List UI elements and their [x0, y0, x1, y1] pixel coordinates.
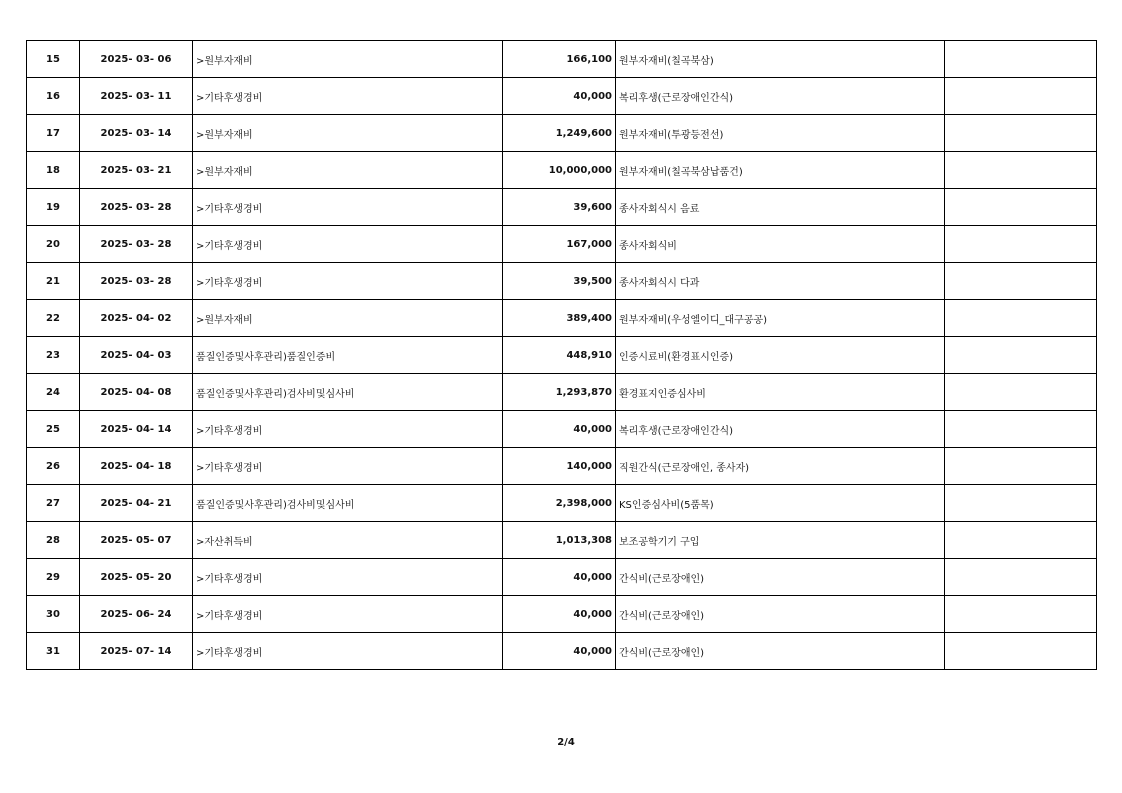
expense-ledger-table — [26, 40, 1097, 670]
row-note — [945, 337, 1097, 374]
table-row — [27, 448, 1097, 485]
row-date: 2025- 07- 14 — [80, 633, 193, 670]
table-row — [27, 596, 1097, 633]
row-account: >기타후생경비 — [193, 448, 503, 485]
table-row — [27, 485, 1097, 522]
row-number: 27 — [27, 485, 80, 522]
row-description: 직원간식(근로장애인, 종사자) — [616, 448, 945, 485]
row-note — [945, 411, 1097, 448]
row-date: 2025- 05- 07 — [80, 522, 193, 559]
table-row — [27, 263, 1097, 300]
table-row — [27, 152, 1097, 189]
row-note — [945, 78, 1097, 115]
row-amount: 10,000,000 — [503, 152, 616, 189]
row-account: >기타후생경비 — [193, 78, 503, 115]
row-description: 원부자재비(칠곡북삼납품건) — [616, 152, 945, 189]
row-amount: 1,293,870 — [503, 374, 616, 411]
row-note — [945, 115, 1097, 152]
row-description: 간식비(근로장애인) — [616, 633, 945, 670]
row-number: 18 — [27, 152, 80, 189]
row-number: 23 — [27, 337, 80, 374]
row-account: >기타후생경비 — [193, 263, 503, 300]
row-number: 19 — [27, 189, 80, 226]
row-note — [945, 559, 1097, 596]
row-amount: 448,910 — [503, 337, 616, 374]
row-amount: 2,398,000 — [503, 485, 616, 522]
row-account: >자산취득비 — [193, 522, 503, 559]
row-description: 인증시료비(환경표시인증) — [616, 337, 945, 374]
row-amount: 1,249,600 — [503, 115, 616, 152]
row-description: 종사자회식시 다과 — [616, 263, 945, 300]
table-row — [27, 337, 1097, 374]
table-row — [27, 78, 1097, 115]
row-description: 복리후생(근로장애인간식) — [616, 411, 945, 448]
table-row — [27, 559, 1097, 596]
row-description: 종사자회식비 — [616, 226, 945, 263]
row-account: >기타후생경비 — [193, 633, 503, 670]
row-amount: 40,000 — [503, 559, 616, 596]
row-account: >원부자재비 — [193, 41, 503, 78]
row-amount: 167,000 — [503, 226, 616, 263]
row-account: 품질인증및사후관리)품질인증비 — [193, 337, 503, 374]
row-description: 원부자재비(칠곡북삼) — [616, 41, 945, 78]
row-number: 15 — [27, 41, 80, 78]
row-date: 2025- 04- 02 — [80, 300, 193, 337]
table-row — [27, 300, 1097, 337]
row-account: >기타후생경비 — [193, 411, 503, 448]
row-amount: 389,400 — [503, 300, 616, 337]
row-note — [945, 300, 1097, 337]
row-account: >기타후생경비 — [193, 226, 503, 263]
row-note — [945, 633, 1097, 670]
row-description: 보조공학기기 구입 — [616, 522, 945, 559]
row-amount: 1,013,308 — [503, 522, 616, 559]
row-account: >원부자재비 — [193, 300, 503, 337]
row-number: 17 — [27, 115, 80, 152]
row-description: KS인증심사비(5품목) — [616, 485, 945, 522]
row-description: 환경표지인증심사비 — [616, 374, 945, 411]
row-number: 26 — [27, 448, 80, 485]
row-note — [945, 152, 1097, 189]
row-amount: 140,000 — [503, 448, 616, 485]
row-note — [945, 263, 1097, 300]
row-amount: 40,000 — [503, 78, 616, 115]
row-account: >원부자재비 — [193, 115, 503, 152]
row-amount: 39,600 — [503, 189, 616, 226]
row-description: 원부자재비(투광등전선) — [616, 115, 945, 152]
row-number: 24 — [27, 374, 80, 411]
row-number: 20 — [27, 226, 80, 263]
row-number: 22 — [27, 300, 80, 337]
row-number: 16 — [27, 78, 80, 115]
row-number: 29 — [27, 559, 80, 596]
row-account: >기타후생경비 — [193, 189, 503, 226]
row-note — [945, 448, 1097, 485]
row-description: 원부자재비(우성엘이디_대구공공) — [616, 300, 945, 337]
row-amount: 40,000 — [503, 633, 616, 670]
page-number: 2/4 — [557, 737, 575, 748]
row-date: 2025- 04- 21 — [80, 485, 193, 522]
row-number: 28 — [27, 522, 80, 559]
row-note — [945, 189, 1097, 226]
row-amount: 40,000 — [503, 411, 616, 448]
row-date: 2025- 03- 28 — [80, 189, 193, 226]
row-account: >기타후생경비 — [193, 596, 503, 633]
row-note — [945, 226, 1097, 263]
row-date: 2025- 03- 28 — [80, 226, 193, 263]
row-account: >원부자재비 — [193, 152, 503, 189]
row-date: 2025- 04- 03 — [80, 337, 193, 374]
row-number: 30 — [27, 596, 80, 633]
row-date: 2025- 04- 08 — [80, 374, 193, 411]
row-description: 복리후생(근로장애인간식) — [616, 78, 945, 115]
row-amount: 39,500 — [503, 263, 616, 300]
row-date: 2025- 03- 14 — [80, 115, 193, 152]
row-description: 간식비(근로장애인) — [616, 596, 945, 633]
table-row — [27, 411, 1097, 448]
row-note — [945, 374, 1097, 411]
row-note — [945, 41, 1097, 78]
row-number: 21 — [27, 263, 80, 300]
row-amount: 40,000 — [503, 596, 616, 633]
table-row — [27, 41, 1097, 78]
row-date: 2025- 06- 24 — [80, 596, 193, 633]
row-note — [945, 485, 1097, 522]
row-date: 2025- 05- 20 — [80, 559, 193, 596]
row-date: 2025- 03- 28 — [80, 263, 193, 300]
row-date: 2025- 03- 11 — [80, 78, 193, 115]
row-date: 2025- 03- 06 — [80, 41, 193, 78]
row-account: 품질인증및사후관리)검사비및심사비 — [193, 374, 503, 411]
row-account: >기타후생경비 — [193, 559, 503, 596]
row-note — [945, 522, 1097, 559]
row-date: 2025- 03- 21 — [80, 152, 193, 189]
row-number: 25 — [27, 411, 80, 448]
table-row — [27, 374, 1097, 411]
row-note — [945, 596, 1097, 633]
row-description: 간식비(근로장애인) — [616, 559, 945, 596]
row-date: 2025- 04- 14 — [80, 411, 193, 448]
ledger-body — [27, 41, 1097, 670]
row-amount: 166,100 — [503, 41, 616, 78]
table-row — [27, 226, 1097, 263]
table-row — [27, 633, 1097, 670]
row-description: 종사자회식시 음료 — [616, 189, 945, 226]
row-account: 품질인증및사후관리)검사비및심사비 — [193, 485, 503, 522]
row-date: 2025- 04- 18 — [80, 448, 193, 485]
table-row — [27, 115, 1097, 152]
table-row — [27, 189, 1097, 226]
table-row — [27, 522, 1097, 559]
row-number: 31 — [27, 633, 80, 670]
